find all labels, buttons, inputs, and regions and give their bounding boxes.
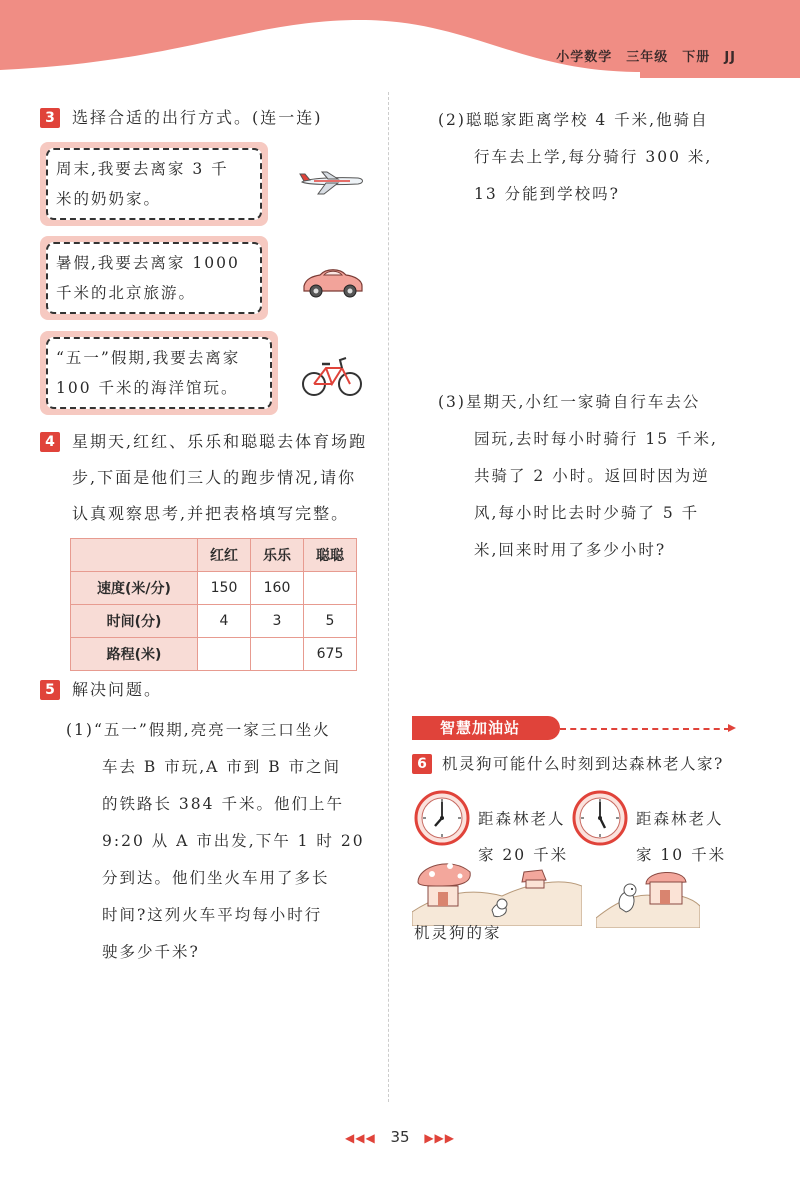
scene-2-line-1: 暑假,我要去离家 1000 [56, 254, 240, 272]
row-label-distance: 路程(米) [71, 638, 198, 671]
table-header-lele: 乐乐 [251, 539, 304, 572]
scene-1-line-2: 米的奶奶家。 [56, 190, 162, 208]
p1-line: 车去 B 市玩,A 市到 B 市之间 [102, 758, 342, 776]
table-cell-blank[interactable] [251, 638, 304, 671]
p1-line: 的铁路长 384 千米。他们上午 [102, 795, 344, 813]
question-5-number: 5 [40, 680, 60, 700]
dog-home-label: 机灵狗的家 [414, 924, 502, 942]
p3-line: 米,回来时用了多少小时? [474, 541, 667, 559]
header-subject: 小学数学 [556, 50, 613, 65]
table-cell: 4 [198, 605, 251, 638]
table-header-row [71, 539, 357, 572]
scene-card-2 [40, 236, 268, 320]
clock-icon [572, 790, 628, 846]
p1-line: 驶多少千米? [102, 943, 200, 961]
table-row [71, 572, 357, 605]
table-header-honghong: 红红 [198, 539, 251, 572]
header-edition: JJ [724, 50, 736, 65]
footer-right-arrows: ▶▶▶ [424, 1131, 456, 1145]
header-volume: 下册 [682, 50, 711, 65]
question-4-number: 4 [40, 432, 60, 452]
table-cell: 3 [251, 605, 304, 638]
banner-dash-line [560, 728, 730, 730]
table-cell-blank[interactable] [198, 638, 251, 671]
car-icon [300, 264, 364, 300]
question-6-text: 机灵狗可能什么时刻到达森林老人家? [442, 755, 724, 773]
clock-1-label-1: 距森林老人 [478, 810, 566, 828]
column-divider [388, 92, 389, 1102]
table-cell: 675 [304, 638, 357, 671]
p1-line: 时间?这列火车平均每小时行 [102, 906, 323, 924]
p1-line: (1)“五一”假期,亮亮一家三口坐火 [66, 721, 331, 739]
clock-1-label-2: 家 20 千米 [478, 846, 569, 864]
scene-card-1 [40, 142, 268, 226]
question-6-number: 6 [412, 754, 432, 774]
table-cell: 160 [251, 572, 304, 605]
table-cell: 5 [304, 605, 357, 638]
question-4-line-3: 认真观察思考,并把表格填写完整。 [72, 504, 350, 523]
banner-end-arrow-icon [726, 722, 738, 734]
question-4-line-1: 星期天,红红、乐乐和聪聪去体育场跑 [72, 432, 368, 451]
question-5-part-2 [438, 102, 712, 213]
clock-2-label-2: 家 10 千米 [636, 846, 727, 864]
table-row [71, 605, 357, 638]
bonus-banner: 智慧加油站 [412, 716, 560, 740]
p2-line: 13 分能到学校吗? [474, 185, 620, 203]
header-grade: 三年级 [626, 50, 669, 65]
clock-2-label-1: 距森林老人 [636, 810, 724, 828]
table-header-congcong: 聪聪 [304, 539, 357, 572]
header-label [542, 46, 736, 65]
forest-elder-house-scene [596, 862, 700, 928]
running-table [70, 538, 357, 671]
p1-line: 9:20 从 A 市出发,下午 1 时 20 [102, 832, 365, 850]
row-label-time: 时间(分) [71, 605, 198, 638]
page-footer [0, 1128, 800, 1146]
question-5-title: 解决问题。 [72, 680, 163, 699]
scene-3-line-2: 100 千米的海洋馆玩。 [56, 379, 239, 397]
table-cell-blank[interactable] [304, 572, 357, 605]
p2-line: 行车去上学,每分骑行 300 米, [474, 148, 713, 166]
page-number: 35 [390, 1128, 410, 1146]
p3-line: (3)星期天,小红一家骑自行车去公 [438, 393, 701, 411]
question-5-part-3 [438, 384, 718, 569]
table-row [71, 638, 357, 671]
scene-card-3 [40, 331, 278, 415]
airplane-icon [298, 168, 366, 196]
footer-left-arrows: ◀◀◀ [344, 1131, 376, 1145]
p3-line: 风,每小时比去时少骑了 5 千 [474, 504, 700, 522]
p1-line: 分到达。他们坐火车用了多长 [102, 869, 330, 887]
question-3-title: 选择合适的出行方式。(连一连) [72, 108, 323, 127]
scene-1-line-1: 周末,我要去离家 3 千 [56, 160, 229, 178]
row-label-speed: 速度(米/分) [71, 572, 198, 605]
clock-icon [414, 790, 470, 846]
question-4-line-2: 步,下面是他们三人的跑步情况,请你 [72, 468, 357, 487]
bicycle-icon [300, 354, 364, 398]
p3-line: 园玩,去时每小时骑行 15 千米, [474, 430, 718, 448]
scene-2-line-2: 千米的北京旅游。 [56, 284, 197, 302]
question-5-part-1 [66, 712, 365, 971]
table-corner [71, 539, 198, 572]
table-cell: 150 [198, 572, 251, 605]
question-3-number: 3 [40, 108, 60, 128]
header-wave [0, 0, 800, 80]
p2-line: (2)聪聪家距离学校 4 千米,他骑自 [438, 111, 709, 129]
scene-3-line-1: “五一”假期,我要去离家 [56, 349, 241, 367]
p3-line: 共骑了 2 小时。返回时因为逆 [474, 467, 710, 485]
